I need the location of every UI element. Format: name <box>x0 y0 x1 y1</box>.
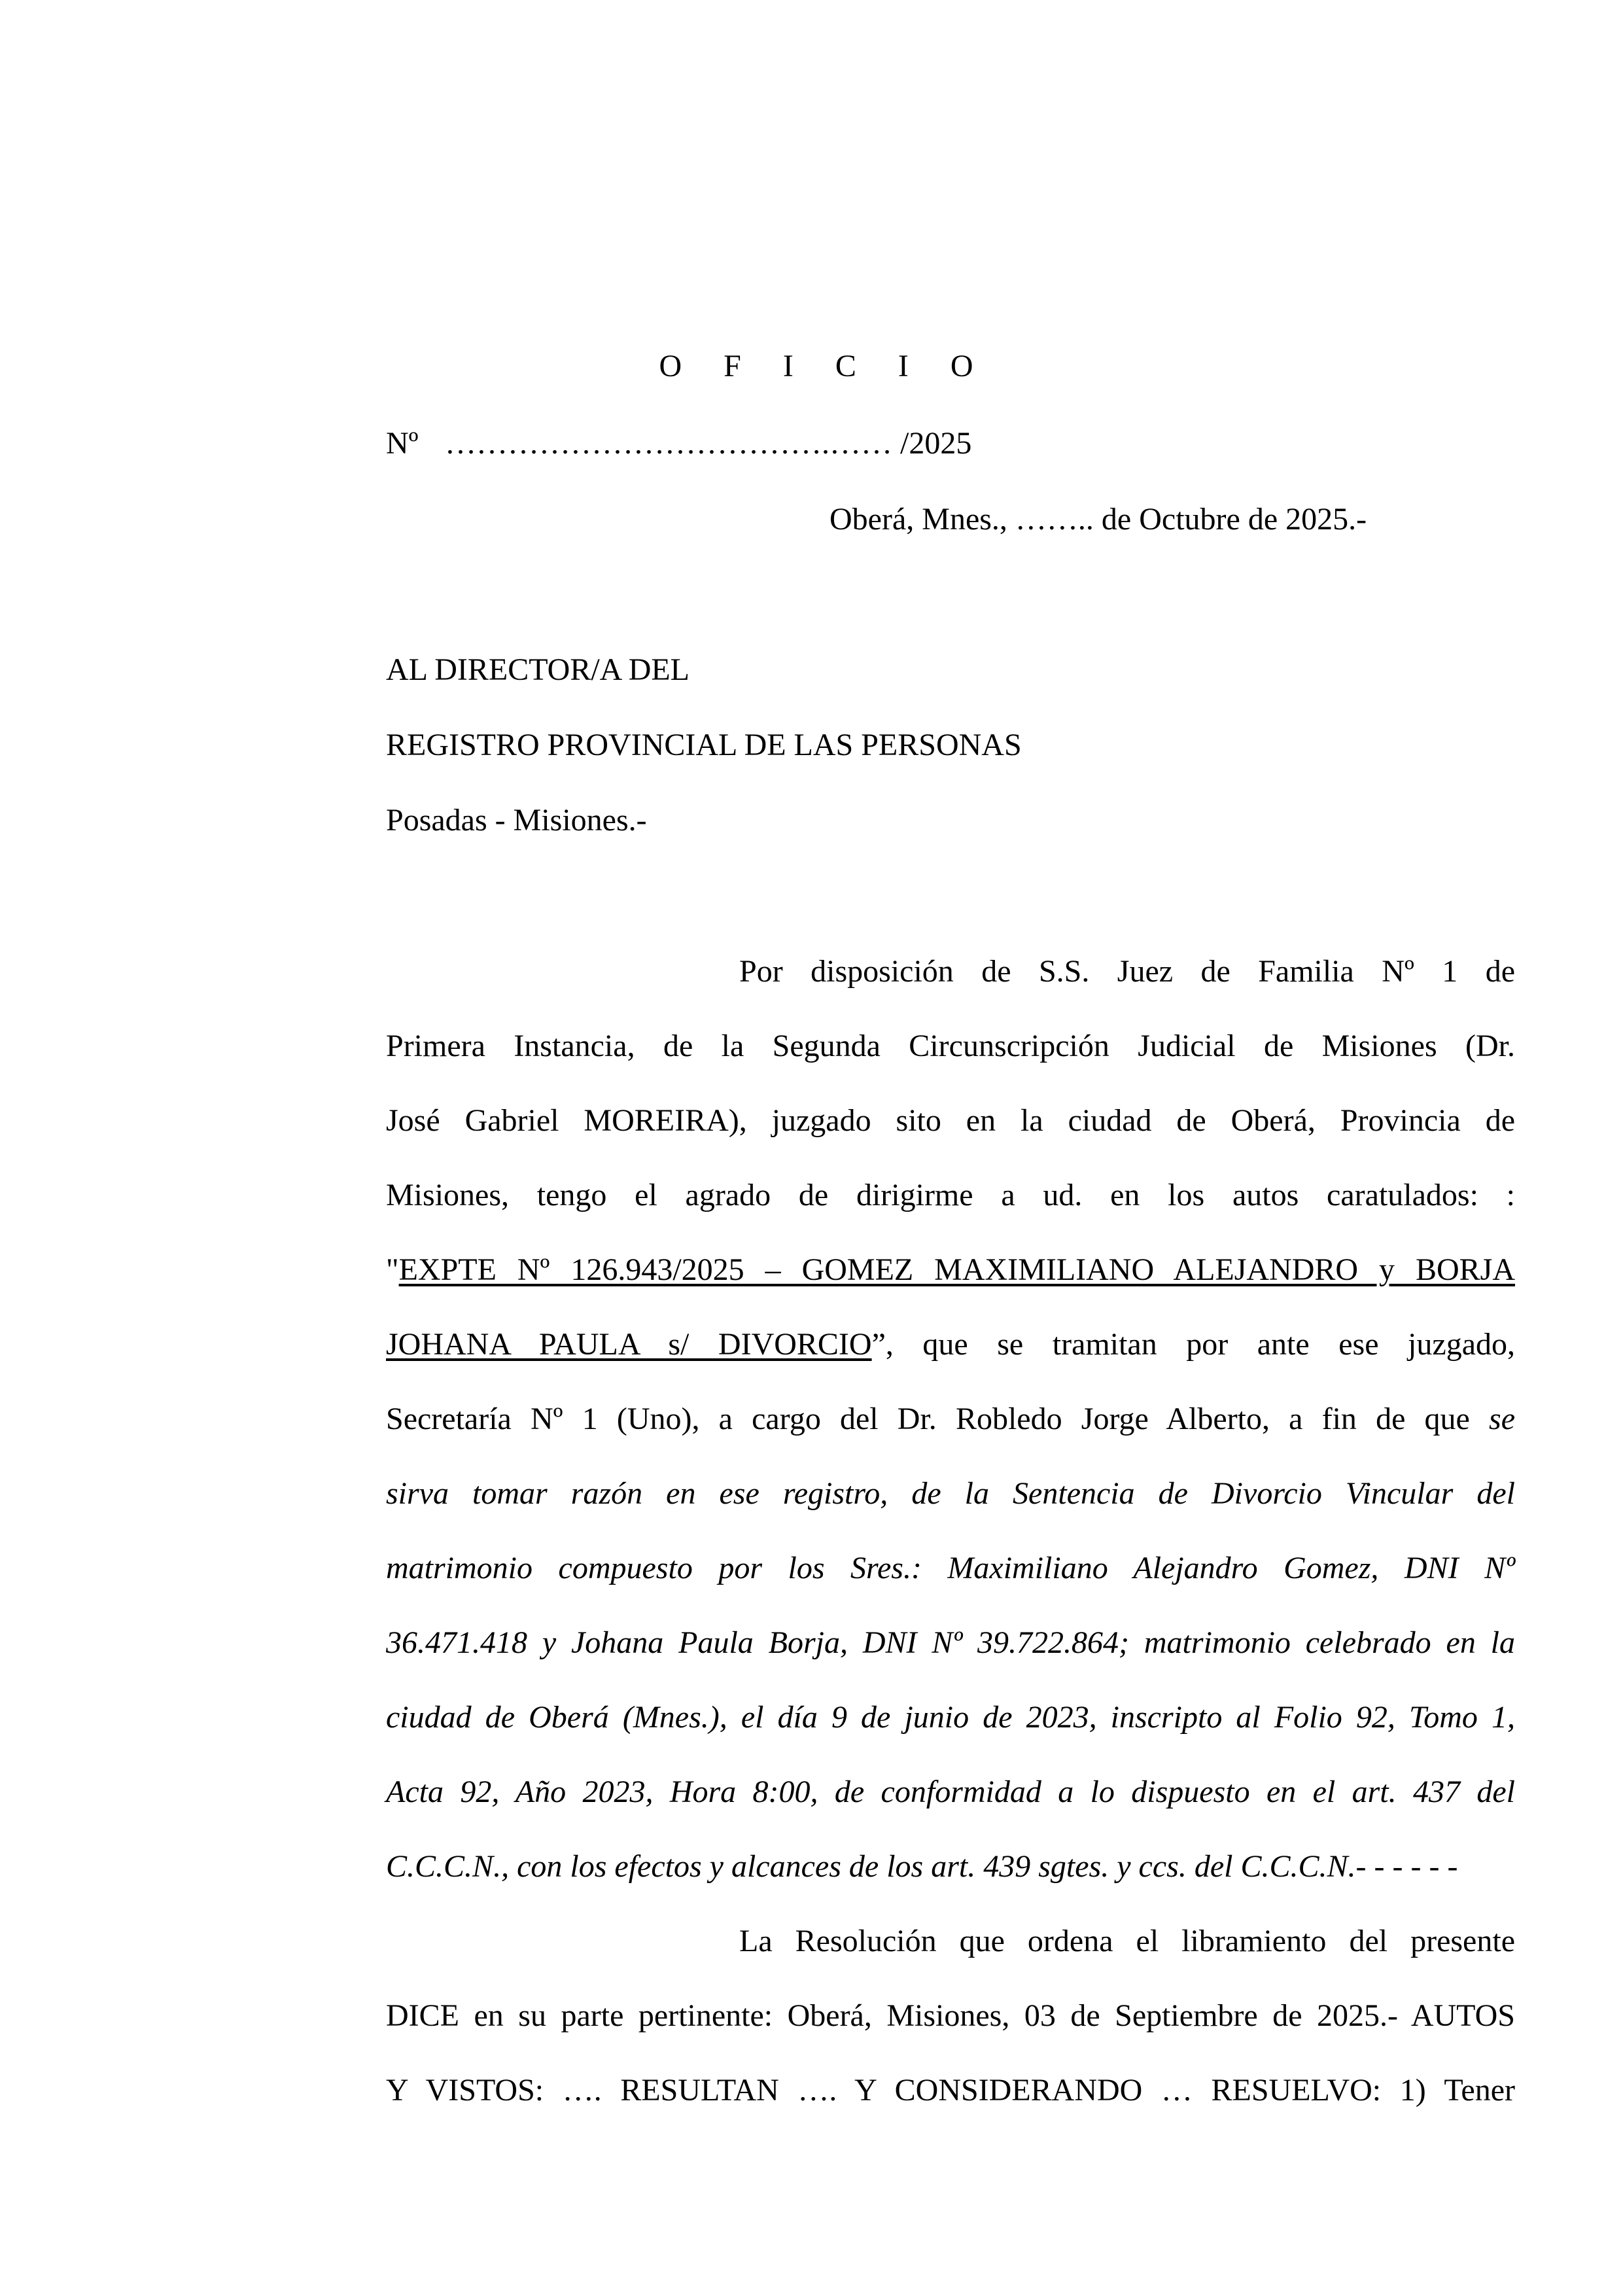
oficio-number-value: ……………………………….…… /2025 <box>445 426 972 461</box>
recipient-line-3: Posadas - Misiones.- <box>386 803 647 838</box>
recipient-line-2: REGISTRO PROVINCIAL DE LAS PERSONAS <box>386 728 1022 762</box>
civil-code-reference: C.C.C.N., con los efectos y alcances de los art. 439 sgtes. y ccs. del C.C.C.N. <box>386 1849 1356 1884</box>
paragraph-1-line-2: Primera Instancia, de la Segunda Circunscripción Judicial de Misiones (Dr. <box>386 1029 1515 1063</box>
paragraph-1-line-11: ciudad de Oberá (Mnes.), el día 9 de junio de 2023, inscripto al Folio 92, Tomo 1, <box>386 1700 1515 1735</box>
document-date: Oberá, Mnes., …….. de Octubre de 2025.- <box>829 502 1367 537</box>
italic-start: se <box>1489 1402 1515 1436</box>
paragraph-1-line-4: Misiones, tengo el agrado de dirigirme a ud. en los autos caratulados: : <box>386 1178 1515 1212</box>
paragraph-2-line-2: DICE en su parte pertinente: Oberá, Misiones, 03 de Septiembre de 2025.- AUTOS <box>386 1998 1515 2033</box>
paragraph-2-line-1: La Resolución que ordena el libramiento del presente <box>739 1924 1515 1958</box>
paragraph-1-line-12: Acta 92, Año 2023, Hora 8:00, de conformidad a lo dispuesto en el art. 437 del <box>386 1775 1515 1809</box>
case-title-part-2: JOHANA PAULA s/ DIVORCIO <box>386 1327 872 1362</box>
paragraph-1-line-6 <box>386 1325 1515 1364</box>
paragraph-2-line-3: Y VISTOS: …. RESULTAN …. Y CONSIDERANDO … RESUELVO: 1) Tener <box>386 2073 1515 2108</box>
paragraph-1-line-13 <box>386 1847 1515 1886</box>
recipient-line-1: AL DIRECTOR/A DEL <box>386 652 689 687</box>
paragraph-1-line-7 <box>386 1400 1515 1439</box>
paragraph-1-line-9: matrimonio compuesto por los Sres.: Maximiliano Alejandro Gomez, DNI Nº <box>386 1551 1515 1585</box>
oficio-number-label: Nº <box>386 426 419 461</box>
secretary-text: Secretaría Nº 1 (Uno), a cargo del Dr. Robledo Jorge Alberto, a fin de que <box>386 1402 1490 1436</box>
paragraph-1-line-5 <box>386 1250 1515 1290</box>
paragraph-1-line-10: 36.471.418 y Johana Paula Borja, DNI Nº 39.722.864; matrimonio celebrado en la <box>386 1625 1515 1660</box>
paragraph-1-line-8: sirva tomar razón en ese registro, de la Sentencia de Divorcio Vincular del <box>386 1476 1515 1511</box>
case-title-part-1: EXPTE Nº 126.943/2025 – GOMEZ MAXIMILIANO ALEJANDRO y BORJA <box>398 1252 1515 1287</box>
case-title-followup: ”, que se tramitan por ante ese juzgado, <box>871 1327 1515 1362</box>
document-title: O F I C I O <box>659 349 990 383</box>
quote-open: " <box>386 1252 399 1287</box>
oficio-number <box>386 424 971 463</box>
paragraph-1-line-3: José Gabriel MOREIRA), juzgado sito en la ciudad de Oberá, Provincia de <box>386 1103 1515 1138</box>
paragraph-1-line-1: Por disposición de S.S. Juez de Familia Nº 1 de <box>739 954 1515 989</box>
trailing-dashes: - - - - - - <box>1355 1849 1458 1884</box>
